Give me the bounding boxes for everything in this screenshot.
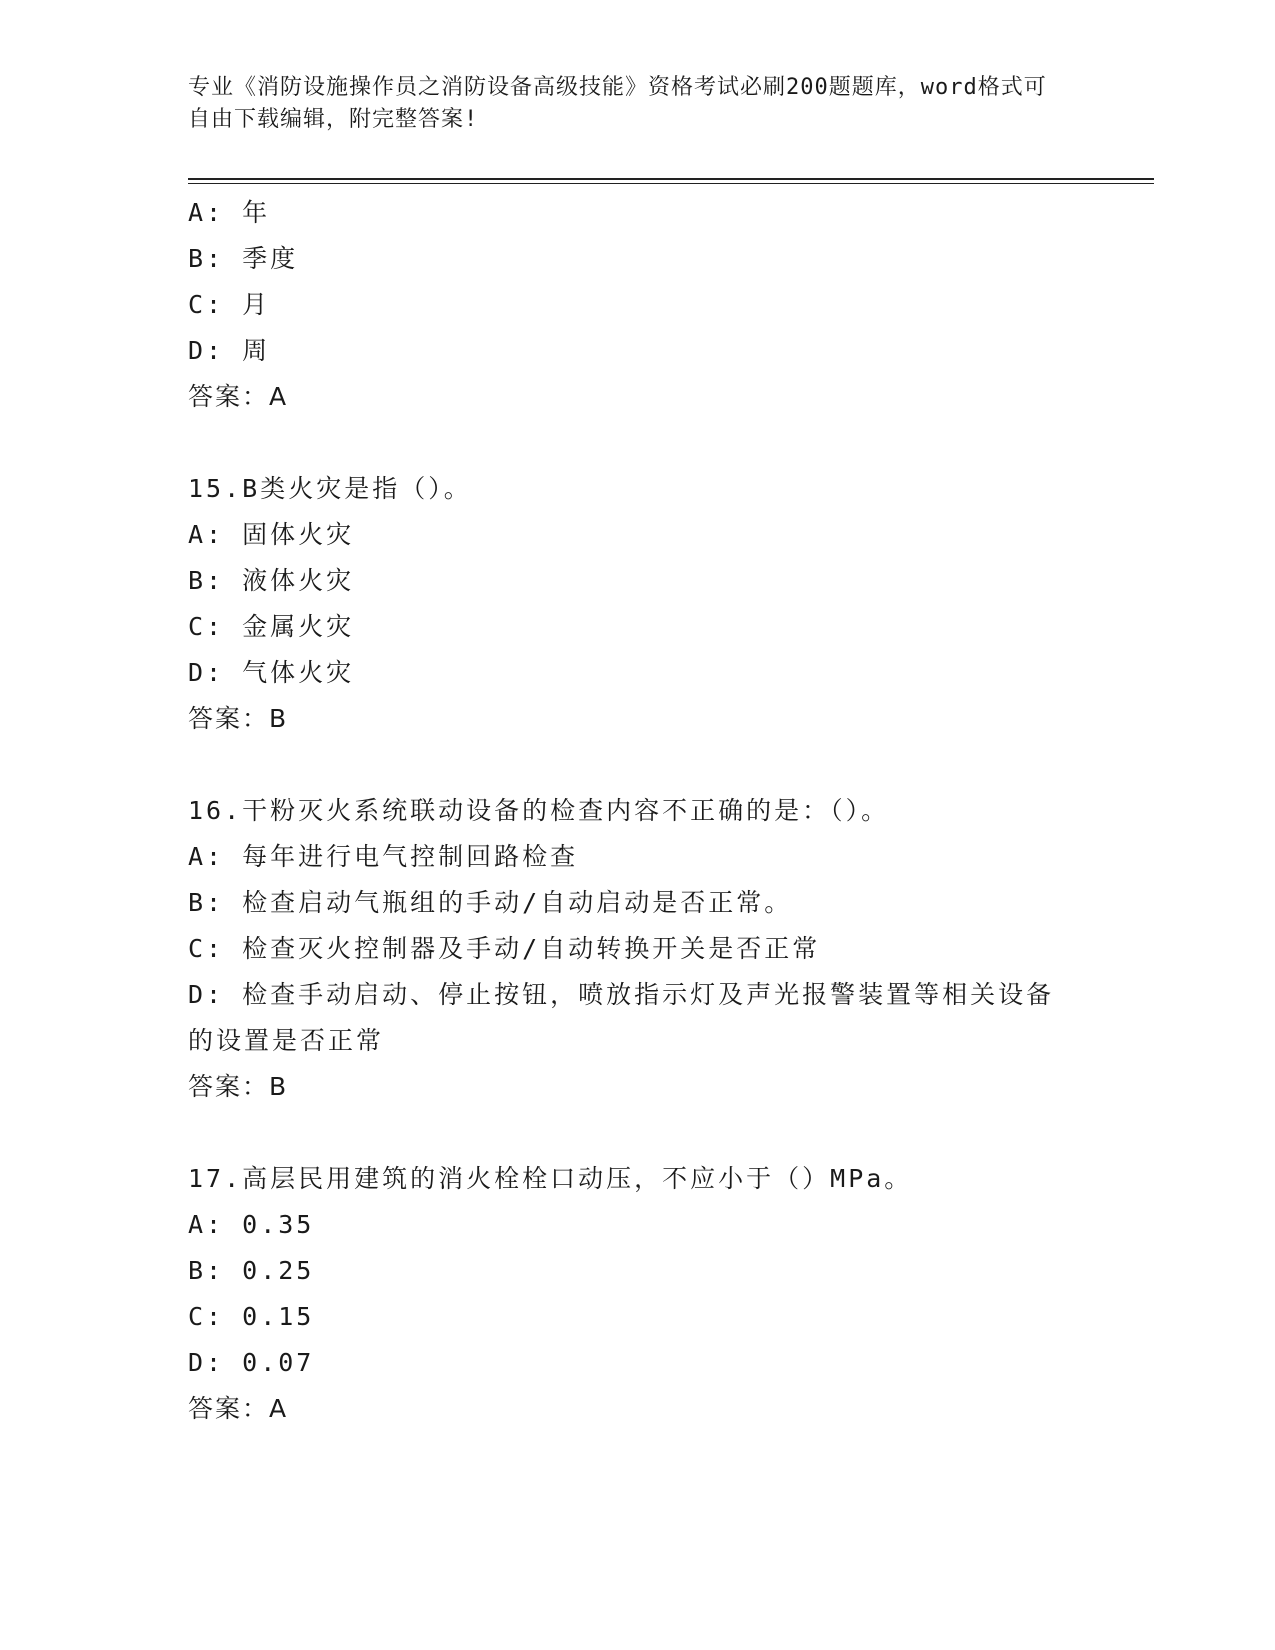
header-rule-thin [188, 183, 1154, 184]
question-16 [188, 788, 1088, 1110]
option-a: A: 每年进行电气控制回路检查 [188, 842, 579, 871]
option-a: A: 年 [188, 198, 271, 227]
option-b: B: 季度 [188, 244, 299, 273]
question-stem: 17.高层民用建筑的消火栓栓口动压，不应小于（）MPa。 [188, 1164, 913, 1193]
answer-line: 答案：B [188, 1072, 289, 1101]
question-14-continued [188, 190, 1088, 420]
option-c: C: 0.15 [188, 1302, 315, 1331]
option-d: D: 气体火灾 [188, 658, 355, 687]
question-15 [188, 466, 1088, 742]
option-d: D: 周 [188, 336, 271, 365]
option-a: A: 0.35 [188, 1210, 315, 1239]
header-rule [188, 178, 1154, 180]
option-b: B: 检查启动气瓶组的手动/自动启动是否正常。 [188, 888, 793, 917]
option-c: C: 月 [188, 290, 271, 319]
answer-line: 答案：A [188, 1394, 289, 1423]
question-stem: 16.干粉灭火系统联动设备的检查内容不正确的是：（）。 [188, 796, 890, 825]
option-b: B: 液体火灾 [188, 566, 355, 595]
question-17 [188, 1156, 1088, 1432]
answer-line: 答案：B [188, 704, 289, 733]
answer-line: 答案：A [188, 382, 289, 411]
question-stem: 15.B类火灾是指（）。 [188, 474, 472, 503]
option-c: C: 金属火灾 [188, 612, 355, 641]
option-c: C: 检查灭火控制器及手动/自动转换开关是否正常 [188, 934, 821, 963]
option-a: A: 固体火灾 [188, 520, 355, 549]
question-list [188, 190, 1088, 1432]
document-header: 专业《消防设施操作员之消防设备高级技能》资格考试必刷200题题库，word格式可自由下载编辑，附完整答案! [188, 75, 1047, 132]
option-b: B: 0.25 [188, 1256, 315, 1285]
option-d: D: 0.07 [188, 1348, 315, 1377]
option-d: D: 检查手动启动、停止按钮，喷放指示灯及声光报警装置等相关设备的设置是否正常 [188, 980, 1055, 1055]
